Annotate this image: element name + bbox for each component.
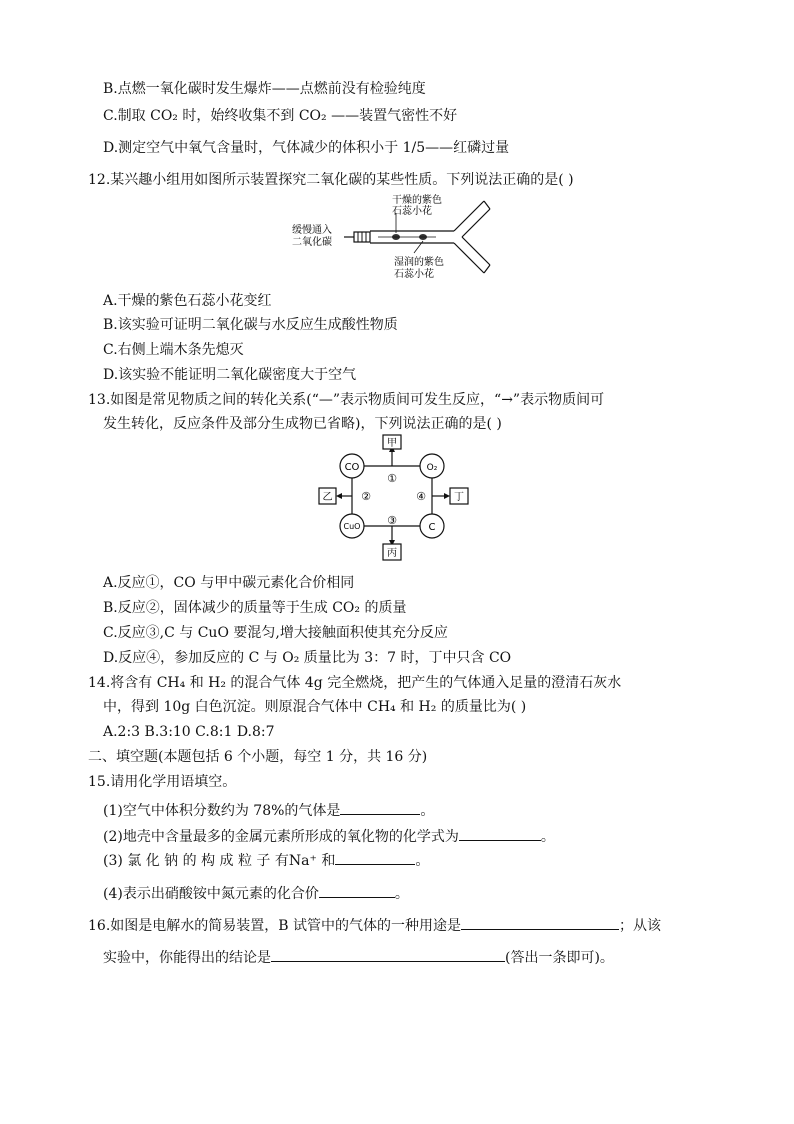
q16-line2: [103, 947, 614, 968]
q15-part-2-text: (2)地壳中含量最多的金属元素所形成的氧化物的化学式为: [103, 829, 459, 845]
q12-stem: 12.某兴趣小组用如图所示装置探究二氧化碳的某些性质。下列说法正确的是( ): [88, 172, 574, 188]
node-ding: 丁: [454, 492, 464, 503]
inlet-label-1: 缓慢通入: [292, 225, 332, 236]
q14-options: A.2:3 B.3:10 C.8:1 D.8:7: [103, 724, 275, 740]
q16-line1-text: 16.如图是电解水的简易装置，B 试管中的气体的一种用途是: [88, 918, 462, 934]
q15-part-3-blank[interactable]: [335, 850, 415, 865]
q15-part-2: [103, 826, 555, 847]
node-o2: O₂: [426, 463, 438, 473]
q15-part-4-end: 。: [394, 886, 409, 902]
q13-stem-line1: 13.如图是常见物质之间的转化关系(“—”表示物质间可发生反应，“→”表示物质间可: [88, 392, 605, 408]
q13-option-b: B.反应②，固体减少的质量等于生成 CO₂ 的质量: [103, 600, 407, 616]
conversion-relationship-diagram: [318, 434, 478, 568]
q11-option-d: D.测定空气中氧气含量时，气体减少的体积小于 1/5——红磷过量: [103, 140, 510, 156]
q15-part-3: [103, 850, 429, 871]
q15-part-1-blank[interactable]: [340, 800, 420, 815]
q16-line2-end: (答出一条即可)。: [505, 950, 614, 966]
q13-option-c: C.反应③,C 与 CuO 要混匀,增大接触面积使其充分反应: [103, 625, 448, 641]
wet-flower-label-1: 湿润的紫色: [394, 257, 444, 268]
q16-use-blank[interactable]: [461, 915, 619, 930]
q15-part-3-text: (3) 氯 化 钠 的 构 成 粒 子 有Na⁺ 和: [103, 853, 336, 869]
q13-stem-line2: 发生转化，反应条件及部分生成物已省略)，下列说法正确的是( ): [103, 416, 502, 432]
q12-option-b: B.该实验可证明二氧化碳与水反应生成酸性物质: [103, 317, 398, 333]
reaction-4-label: ④: [416, 490, 426, 503]
node-co: CO: [344, 462, 360, 473]
node-yi: 乙: [322, 492, 333, 503]
node-cuo: CuO: [343, 522, 361, 531]
co2-tube-apparatus-figure: [286, 193, 506, 285]
q15-part-4-blank[interactable]: [319, 883, 395, 898]
q12-option-c: C.右侧上端木条先熄灭: [103, 342, 244, 358]
dry-flower-label-1: 干燥的紫色: [392, 195, 442, 206]
node-jia: 甲: [387, 438, 397, 449]
wet-flower-label-2: 石蕊小花: [394, 269, 434, 280]
node-c: C: [428, 522, 436, 533]
inlet-label-2: 二氧化碳: [292, 237, 332, 248]
q14-stem-line1: 14.将含有 CH₄ 和 H₂ 的混合气体 4g 完全燃烧，把产生的气体通入足量的澄清石灰水: [88, 675, 622, 691]
q15-stem: 15.请用化学用语填空。: [88, 774, 237, 790]
q15-part-1-end: 。: [420, 803, 435, 819]
section-2-heading: 二、填空题(本题包括 6 个小题，每空 1 分，共 16 分): [88, 749, 428, 765]
q15-part-1-text: (1)空气中体积分数约为 78%的气体是: [103, 803, 341, 819]
q15-part-2-end: 。: [540, 829, 555, 845]
q13-option-a: A.反应①，CO 与甲中碳元素化合价相同: [103, 575, 355, 591]
q16-line1-end: ；从该: [619, 918, 662, 934]
q16-line1: [88, 915, 661, 936]
q15-part-4: [103, 883, 409, 904]
q11-option-c: C.制取 CO₂ 时，始终收集不到 CO₂ ——装置气密性不好: [103, 108, 458, 124]
q11-option-b: B.点燃一氧化碳时发生爆炸——点燃前没有检验纯度: [103, 81, 426, 97]
q15-part-1: [103, 800, 434, 821]
q13-option-d: D.反应④，参加反应的 C 与 O₂ 质量比为 3：7 时，丁中只含 CO: [103, 650, 512, 666]
q15-part-3-end: 。: [415, 853, 430, 869]
q14-stem-line2: 中，得到 10g 白色沉淀。则原混合气体中 CH₄ 和 H₂ 的质量比为( ): [103, 699, 527, 715]
node-bing: 丙: [387, 548, 397, 559]
q16-conclusion-blank[interactable]: [271, 947, 505, 962]
reaction-1-label: ①: [387, 472, 397, 485]
q12-option-d: D.该实验不能证明二氧化碳密度大于空气: [103, 367, 357, 383]
reaction-2-label: ②: [361, 490, 371, 503]
reaction-3-label: ③: [387, 514, 397, 527]
q16-line2-text: 实验中，你能得出的结论是: [103, 950, 271, 966]
q15-part-2-blank[interactable]: [459, 826, 541, 841]
q15-part-4-text: (4)表示出硝酸铵中氮元素的化合价: [103, 886, 319, 902]
dry-flower-label-2: 石蕊小花: [392, 206, 432, 217]
q12-option-a: A.干燥的紫色石蕊小花变红: [103, 293, 272, 309]
